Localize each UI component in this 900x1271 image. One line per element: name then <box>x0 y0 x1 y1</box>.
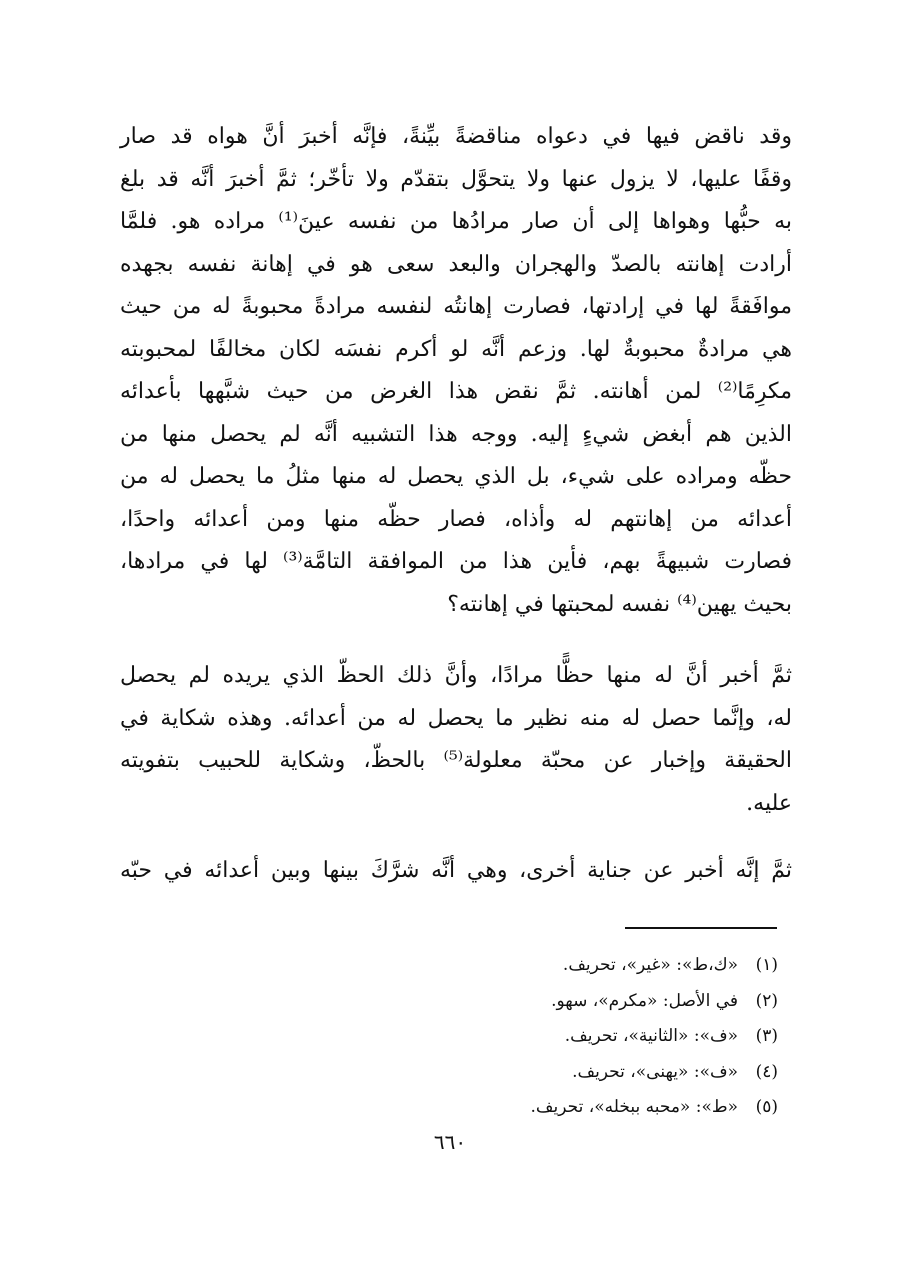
footnote-item <box>300 948 778 984</box>
footnote-text: «ك،ط»: «غير»، تحريف. <box>562 955 738 975</box>
text-line: مكرِمًا⁽²⁾ لمن أهانته. ثمَّ نقض هذا الغرض من حيث شبَّهها بأعدائه <box>120 379 792 404</box>
footnote-item <box>300 984 778 1020</box>
footnote-text: «ط»: «محبه ببخله»، تحريف. <box>530 1097 738 1117</box>
text-line: أعدائه من إهانتهم له وأذاه، فصار حظّه منها ومن أعدائه واحدًا، <box>120 506 792 532</box>
text-line: عليه. <box>746 790 792 816</box>
text-line: الحقيقة وإخبار عن محبّة معلولة⁽⁵⁾ بالحظّ، وشكاية للحبيب بتفويته <box>120 748 792 773</box>
footnote-text: «ف»: «الثانية»، تحريف. <box>564 1026 738 1046</box>
footnote-item <box>300 1019 778 1055</box>
text-line: وقفًا عليها، لا يزول عنها ولا يتحوَّل بتقدّم ولا تأخّر؛ ثمَّ أخبرَ أنَّه قد بلغ <box>120 166 792 192</box>
text-line: هي مرادةٌ محبوبةٌ لها. وزعم أنَّه لو أكرم نفسَه لكان مخالفًا لمحبوبته <box>120 336 792 362</box>
footnote-text: في الأصل: «مكرم»، سهو. <box>551 990 738 1011</box>
text-line: ثمَّ أخبر أنَّ له منها حظًّا مرادًا، وأنَّ ذلك الحظّ الذي يريده لم يحصل <box>120 663 792 688</box>
paragraph-2 <box>120 655 792 825</box>
footnote-text: «ف»: «يهنى»، تحريف. <box>572 1061 738 1082</box>
text-line: وقد ناقض فيها في دعواه مناقضةً بيِّنةً، فإنَّه أخبرَ أنَّ هواه قد صار <box>120 124 792 149</box>
footnote-number: (٢) <box>755 990 778 1011</box>
footnotes <box>300 948 778 1126</box>
text-line: له، وإنَّما حصل له منه نظير ما يحصل له من أعدائه. وهذه شكاية في <box>120 705 792 731</box>
text-line: ثمَّ إنَّه أخبر عن جناية أخرى، وهي أنَّه شرَّكَ بينها وبين أعدائه في حبّه <box>120 858 792 883</box>
footnote-number: (٤) <box>755 1061 778 1082</box>
text-line: به حبُّها وهواها إلى أن صار مرادُها من نفسه عينَ⁽¹⁾ مراده هو. فلمَّا <box>120 209 792 234</box>
page-number: ٦٦٠ <box>433 1130 467 1154</box>
footnote-item <box>300 1090 778 1126</box>
footnote-number: (١) <box>755 955 778 975</box>
footnote-number: (٥) <box>755 1097 778 1117</box>
footnote-number: (٣) <box>755 1026 778 1046</box>
text-line: بحيث يهين⁽⁴⁾ نفسه لمحبتها في إهانته؟ <box>447 591 792 617</box>
footnote-separator <box>625 927 777 929</box>
footnote-item <box>300 1055 778 1091</box>
text-line: الذين هم أبغض شيءٍ إليه. ووجه هذا التشبيه أنَّه لم يحصل منها من <box>120 421 792 447</box>
paragraph-3 <box>120 850 792 893</box>
text-line: أرادت إهانته بالصدّ والهجران والبعد سعى هو في إهانة نفسه بجهده <box>120 251 792 277</box>
text-line: فصارت شبيهةً بهم، فأين هذا من الموافقة التامَّة⁽³⁾ لها في مرادها، <box>120 549 792 574</box>
text-line: موافَقةً لها في إرادتها، فصارت إهانتُه لنفسه مرادةً محبوبةً له من حيث <box>120 294 792 319</box>
paragraph-1 <box>120 116 792 626</box>
text-line: حظّه ومراده على شيء، بل الذي يحصل له منها مثلُ ما يحصل له من <box>120 464 792 489</box>
